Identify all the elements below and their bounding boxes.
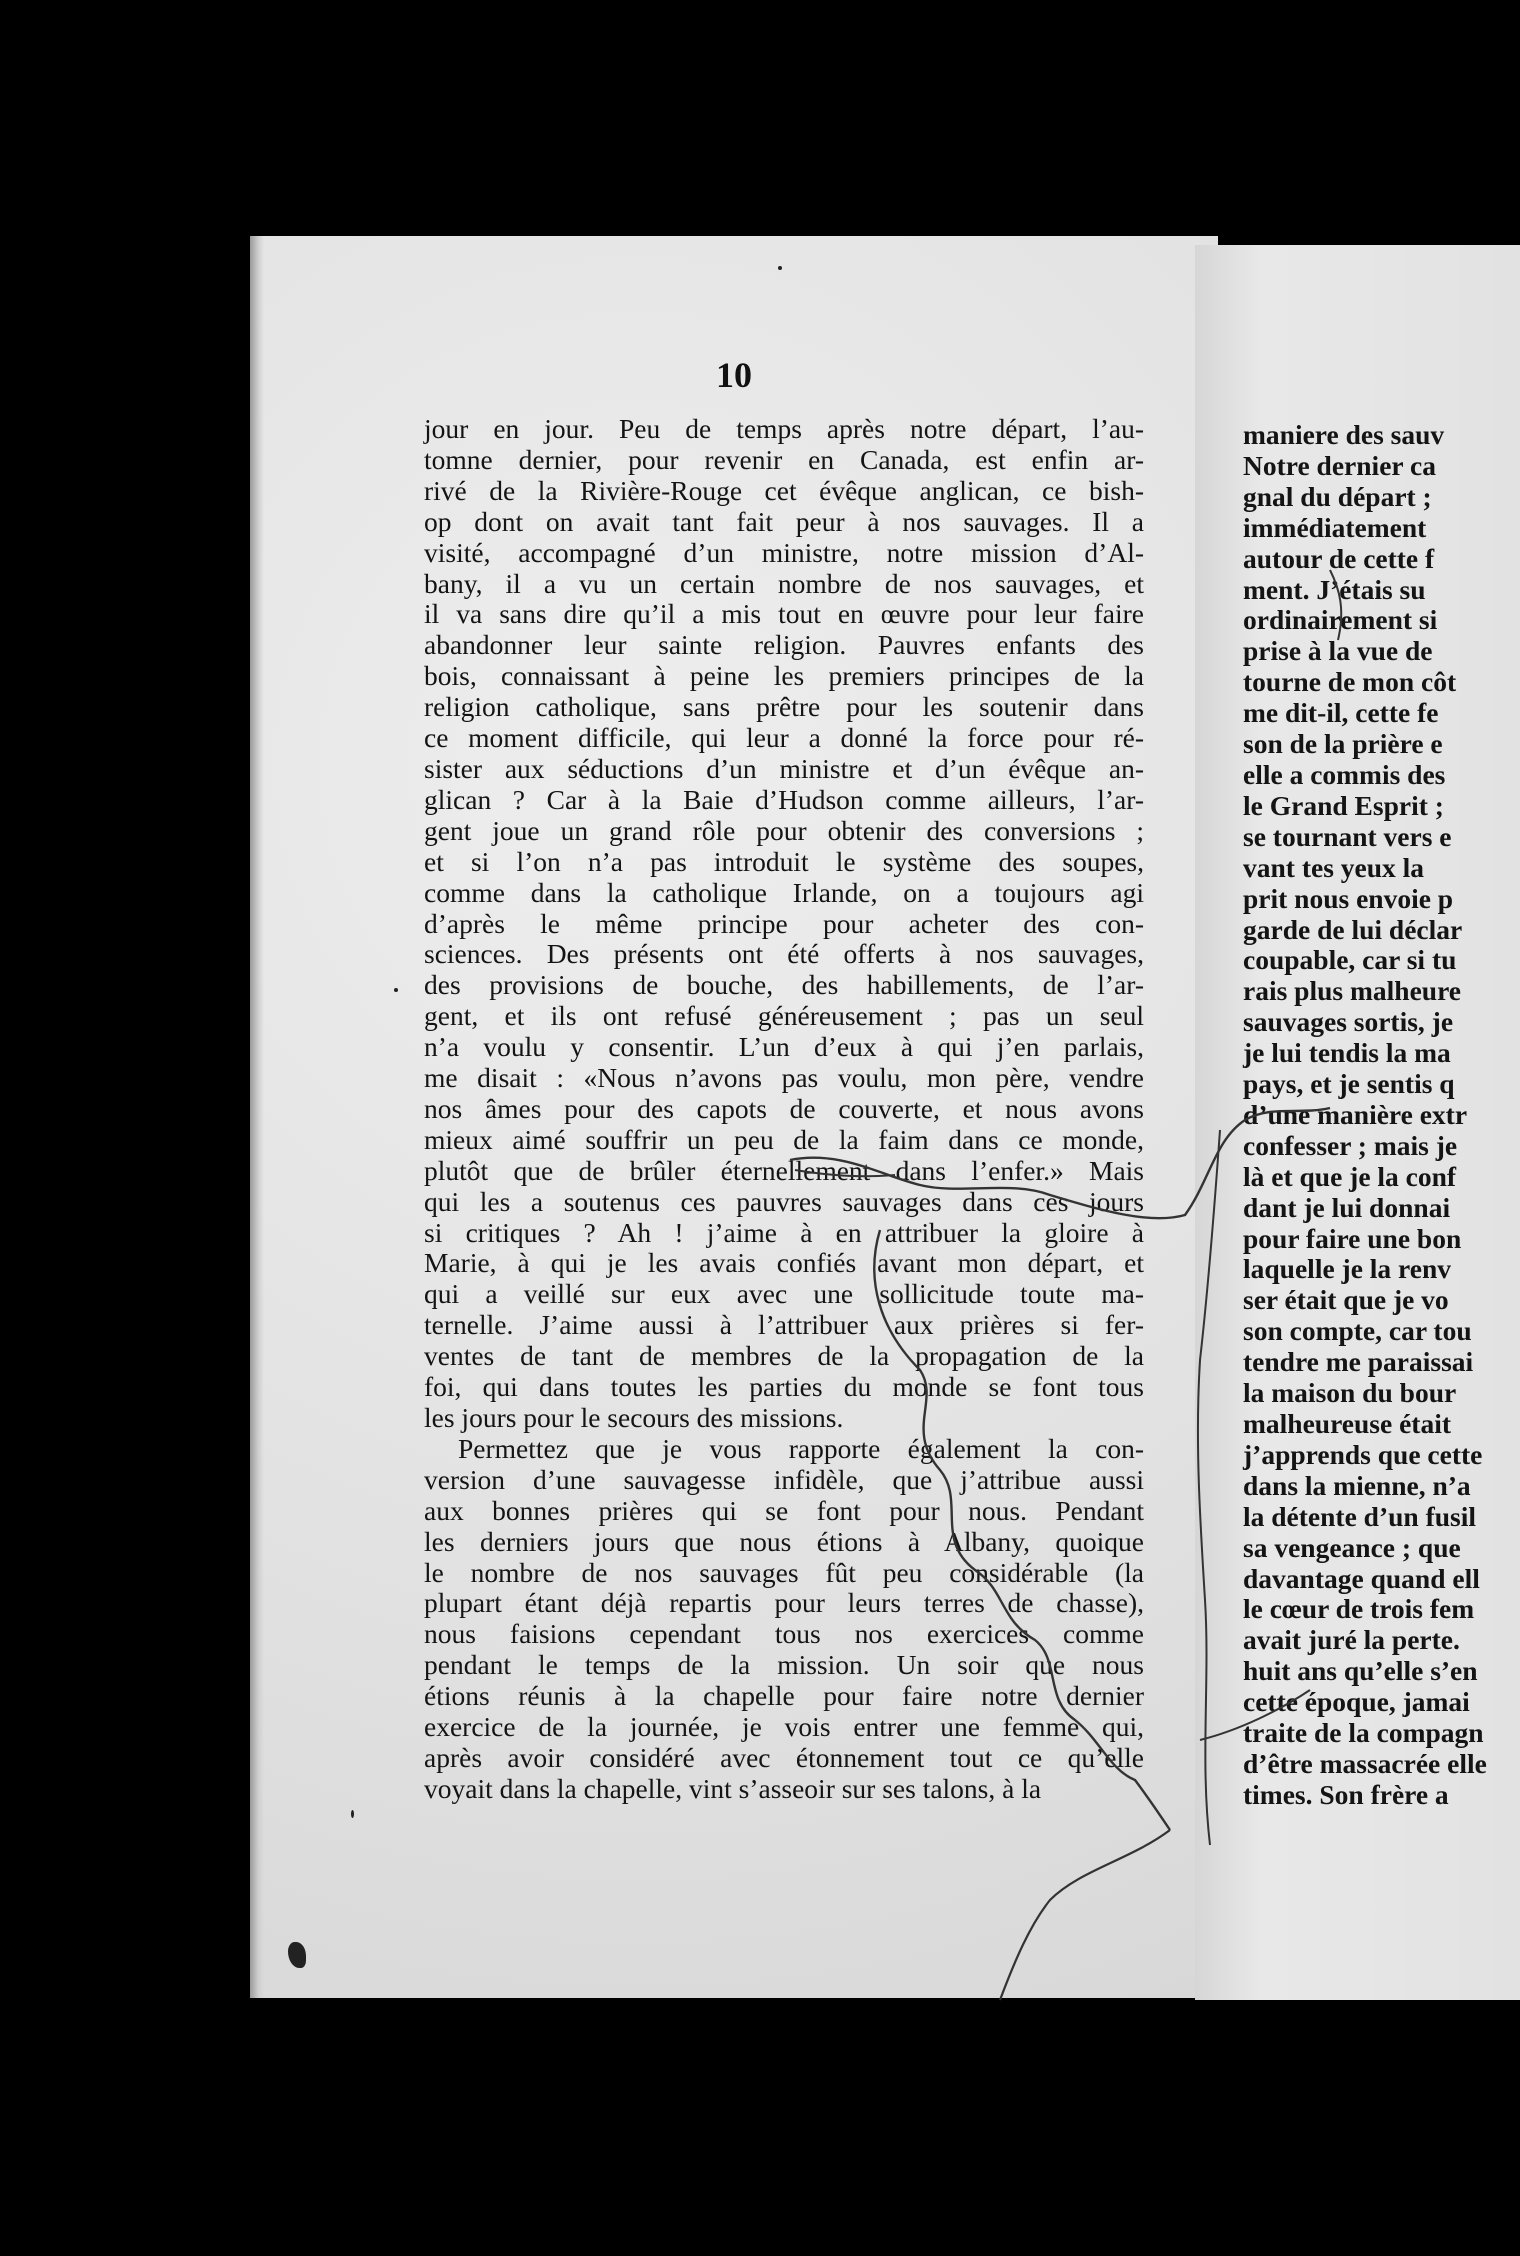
left-page (250, 236, 1218, 1998)
text-line: traite de la compagn (1243, 1717, 1484, 1749)
text-line: sciences. Des présents ont été offerts à nos sauvages, (424, 938, 1144, 970)
text-line: ce moment difficile, qui leur a donné la force pour ré- (424, 722, 1144, 754)
text-line: il va sans dire qu’il a mis tout en œuvre pour leur faire (424, 598, 1144, 630)
text-line: la maison du bour (1243, 1377, 1457, 1409)
text-line: abandonner leur sainte religion. Pauvres enfants des (424, 629, 1144, 661)
text-line: visité, accompagné d’un ministre, notre mission d’Al- (424, 536, 1144, 568)
text-line: le Grand Esprit ; (1243, 789, 1444, 821)
text-line: après avoir considéré avec étonnement tout ce qu’elle (424, 1741, 1144, 1773)
text-line: me disait : «Nous n’avons pas voulu, mon père, vendre (424, 1062, 1144, 1094)
text-line: cette époque, jamai (1243, 1686, 1470, 1718)
main-text-column (424, 414, 1144, 1805)
text-line: garde de lui déclar (1243, 913, 1463, 945)
text-line: times. Son frère a (1243, 1778, 1449, 1810)
text-line: bany, il a vu un certain nombre de nos sauvages, et (424, 567, 1144, 599)
text-line: d’être massacrée elle (1243, 1747, 1487, 1779)
text-line: j’apprends que cette (1243, 1438, 1483, 1470)
text-line: si critiques ? Ah ! j’aime à en attribuer la gloire à (424, 1216, 1144, 1248)
text-line: la détente d’un fusil (1243, 1500, 1477, 1532)
text-line: Notre dernier ca (1243, 449, 1436, 481)
text-line: d’après le même principe pour acheter des con- (424, 907, 1144, 939)
text-line: qui les a soutenus ces pauvres sauvages dans ces jours (424, 1185, 1144, 1217)
text-line: et si l’on n’a pas introduit le système des soupes, (424, 845, 1144, 877)
text-line: se tournant vers e (1243, 820, 1452, 852)
text-line: comme dans la catholique Irlande, on a toujours agi (424, 876, 1144, 908)
text-line: là et que je la conf (1243, 1160, 1457, 1192)
text-line: le cœur de trois fem (1243, 1593, 1475, 1625)
text-line: jour en jour. Peu de temps après notre départ, l’au- (424, 413, 1144, 444)
text-line: prit nous envoie p (1243, 882, 1454, 914)
text-line: bois, connaissant à peine les premiers principes de la (424, 660, 1144, 692)
text-line: sa vengeance ; que (1243, 1531, 1461, 1563)
text-line: rais plus malheure (1243, 975, 1461, 1007)
text-line: n’a voulu y consentir. L’un d’eux à qui j’en parlais, (424, 1031, 1144, 1063)
text-line: d’une manière extr (1243, 1098, 1468, 1130)
text-line: version d’une sauvagesse infidèle, que j’attribue aussi (424, 1463, 1144, 1495)
text-line: gent, et ils ont refusé généreusement ; pas un seul (424, 1000, 1144, 1032)
right-text-column (1243, 420, 1520, 1811)
text-line: me dit-il, cette fe (1243, 697, 1439, 729)
text-line: plupart étant déjà repartis pour leurs terres de chasse), (424, 1587, 1144, 1619)
text-line: tomne dernier, pour revenir en Canada, est enfin ar- (424, 443, 1144, 475)
text-line: gnal du départ ; (1243, 480, 1432, 512)
text-line: glican ? Car à la Baie d’Hudson comme ailleurs, l’ar- (424, 783, 1144, 815)
text-line: immédiatement (1243, 511, 1427, 543)
text-line: sister aux séductions d’un ministre et d’un évêque an- (424, 752, 1144, 784)
text-line: malheureuse était (1243, 1408, 1451, 1439)
text-line: laquelle je la renv (1243, 1253, 1452, 1285)
text-line: dans la mienne, n’a (1243, 1469, 1471, 1501)
text-line: religion catholique, sans prêtre pour les soutenir dans (424, 691, 1144, 723)
text-line: Permettez que je vous rapporte également la con- (458, 1432, 1144, 1464)
text-line: avait juré la perte. (1243, 1624, 1460, 1656)
page-number: 10 (716, 355, 752, 395)
text-line: sauvages sortis, je (1243, 1006, 1454, 1038)
text-line: ment. J’étais su (1243, 573, 1426, 605)
text-line: exercice de la journée, je vois entrer une femme qui, (424, 1711, 1144, 1743)
text-line: ventes de tant de membres de la propagation de la (424, 1340, 1144, 1372)
text-line: voyait dans la chapelle, vint s’asseoir sur ses talons, à la (424, 1772, 1042, 1804)
text-line: elle a commis des (1243, 758, 1446, 790)
text-line: coupable, car si tu (1243, 944, 1457, 976)
text-line: tendre me paraissai (1243, 1346, 1474, 1378)
text-line: pour faire une bon (1243, 1222, 1462, 1254)
text-line: dant je lui donnai (1243, 1191, 1451, 1223)
text-line: foi, qui dans toutes les parties du monde se font tous (424, 1371, 1144, 1403)
text-line: davantage quand ell (1243, 1562, 1480, 1594)
text-line: vant tes yeux la (1243, 851, 1425, 883)
text-line: prise à la vue de (1243, 635, 1433, 667)
text-line: le nombre de nos sauvages fût peu considérable (la (424, 1556, 1144, 1588)
text-line: son compte, car tou (1243, 1315, 1472, 1347)
text-line: Marie, à qui je les avais confiés avant mon départ, et (424, 1247, 1144, 1279)
text-line: qui a veillé sur eux avec une sollicitude toute ma- (424, 1278, 1144, 1310)
text-line: pendant le temps de la mission. Un soir que nous (424, 1649, 1144, 1681)
ink-speck (394, 988, 398, 992)
ink-speck (351, 1810, 354, 1818)
text-line: gent joue un grand rôle pour obtenir des conversions ; (424, 814, 1144, 846)
text-line: étions réunis à la chapelle pour faire notre dernier (424, 1680, 1144, 1712)
text-line: op dont on avait tant fait peur à nos sauvages. Il a (424, 505, 1144, 537)
text-line: tourne de mon côt (1243, 666, 1457, 698)
text-line: mieux aimé souffrir un peu de la faim dans ce monde, (424, 1123, 1144, 1155)
right-page (1195, 245, 1520, 2000)
text-line: huit ans qu’elle s’en (1243, 1655, 1478, 1687)
text-line: ordinairement si (1243, 604, 1438, 636)
text-line: aux bonnes prières qui se font pour nous. Pendant (424, 1494, 1144, 1526)
text-line: nous faisions cependant tous nos exercices comme (424, 1618, 1144, 1650)
text-line: les derniers jours que nous étions à Albany, quoique (424, 1525, 1144, 1557)
text-line: rivé de la Rivière-Rouge cet évêque anglican, ce bish- (424, 474, 1144, 506)
text-line: confesser ; mais je (1243, 1129, 1458, 1161)
text-line: maniere des sauv (1243, 419, 1445, 450)
text-line: nos âmes pour des capots de couverte, et nous avons (424, 1092, 1144, 1124)
text-line: je lui tendis la ma (1243, 1037, 1451, 1069)
text-line: ternelle. J’aime aussi à l’attribuer aux prières si fer- (424, 1309, 1144, 1341)
ink-speck (778, 266, 782, 270)
text-line: ser était que je vo (1243, 1284, 1449, 1316)
text-line: les jours pour le secours des missions. (424, 1402, 844, 1433)
text-line: des provisions de bouche, des habillements, de l’ar- (424, 969, 1144, 1001)
text-line: pays, et je sentis q (1243, 1068, 1455, 1100)
text-line: plutôt que de brûler éternellement dans l’enfer.» Mais (424, 1154, 1144, 1186)
text-line: son de la prière e (1243, 728, 1443, 760)
text-line: autour de cette f (1243, 542, 1435, 574)
